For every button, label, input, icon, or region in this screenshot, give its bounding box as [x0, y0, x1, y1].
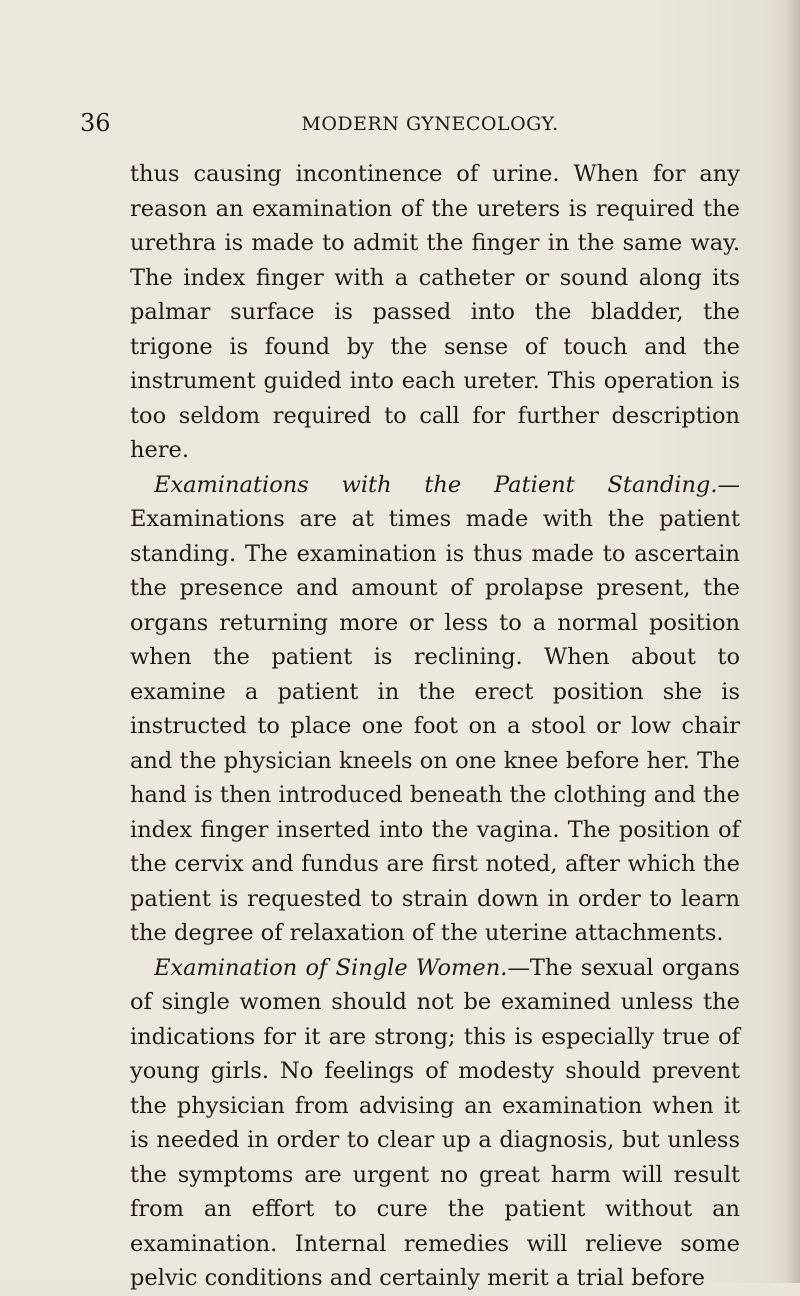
paragraph-continued: [130, 157, 740, 468]
page-number: 36: [80, 109, 111, 137]
paragraph-text: —The sexual organs of single women should not be examined unless the indications for it are strong; this is especially true of young girls. No feelings of modesty should prevent the physician from advising an examination when it is needed in order to clear up a diagnosis, but unless the symptoms are urgent no great harm will result from an effort to cure the patient without an examination. Internal remedies will relieve some pelvic conditions and certainly merit a trial before: [130, 954, 740, 1291]
paragraph-standing-examination: [130, 468, 740, 951]
section-heading: Examination of Single Women.: [154, 954, 508, 981]
page-edge-shadow: [786, 0, 800, 1283]
paragraph-text: thus causing incontinence of urine. When for any reason an examination of the ureters is required the urethra is made to admit the finger in the same way. The index finger with a catheter or sound along its palmar surface is passed into the bladder, the trigone is found by the sense of touch and the instrument guided into each ureter. This operation is too seldom required to call for further description here.: [130, 161, 740, 463]
paragraph-single-women: [130, 951, 740, 1296]
running-head: [80, 108, 740, 138]
paragraph-text: —Examinations are at times made with the patient standing. The examination is thus made to ascertain the presence and amount of prolapse present, the organs returning more or less to a normal position when the patient is reclining. When about to examine a patient in the erect position she is instructed to place one foot on a stool or low chair and the physician kneels on one knee before her. The hand is then introduced beneath the clothing and the index finger inserted into the vagina. The position of the cervix and fundus are first noted, after which the patient is requested to strain down in order to learn the degree of relaxation of the uterine attachments.: [130, 471, 740, 946]
body-text: [130, 157, 740, 1296]
section-heading: Examinations with the Patient Standing.: [154, 471, 718, 498]
running-title: MODERN GYNECOLOGY.: [301, 113, 559, 135]
